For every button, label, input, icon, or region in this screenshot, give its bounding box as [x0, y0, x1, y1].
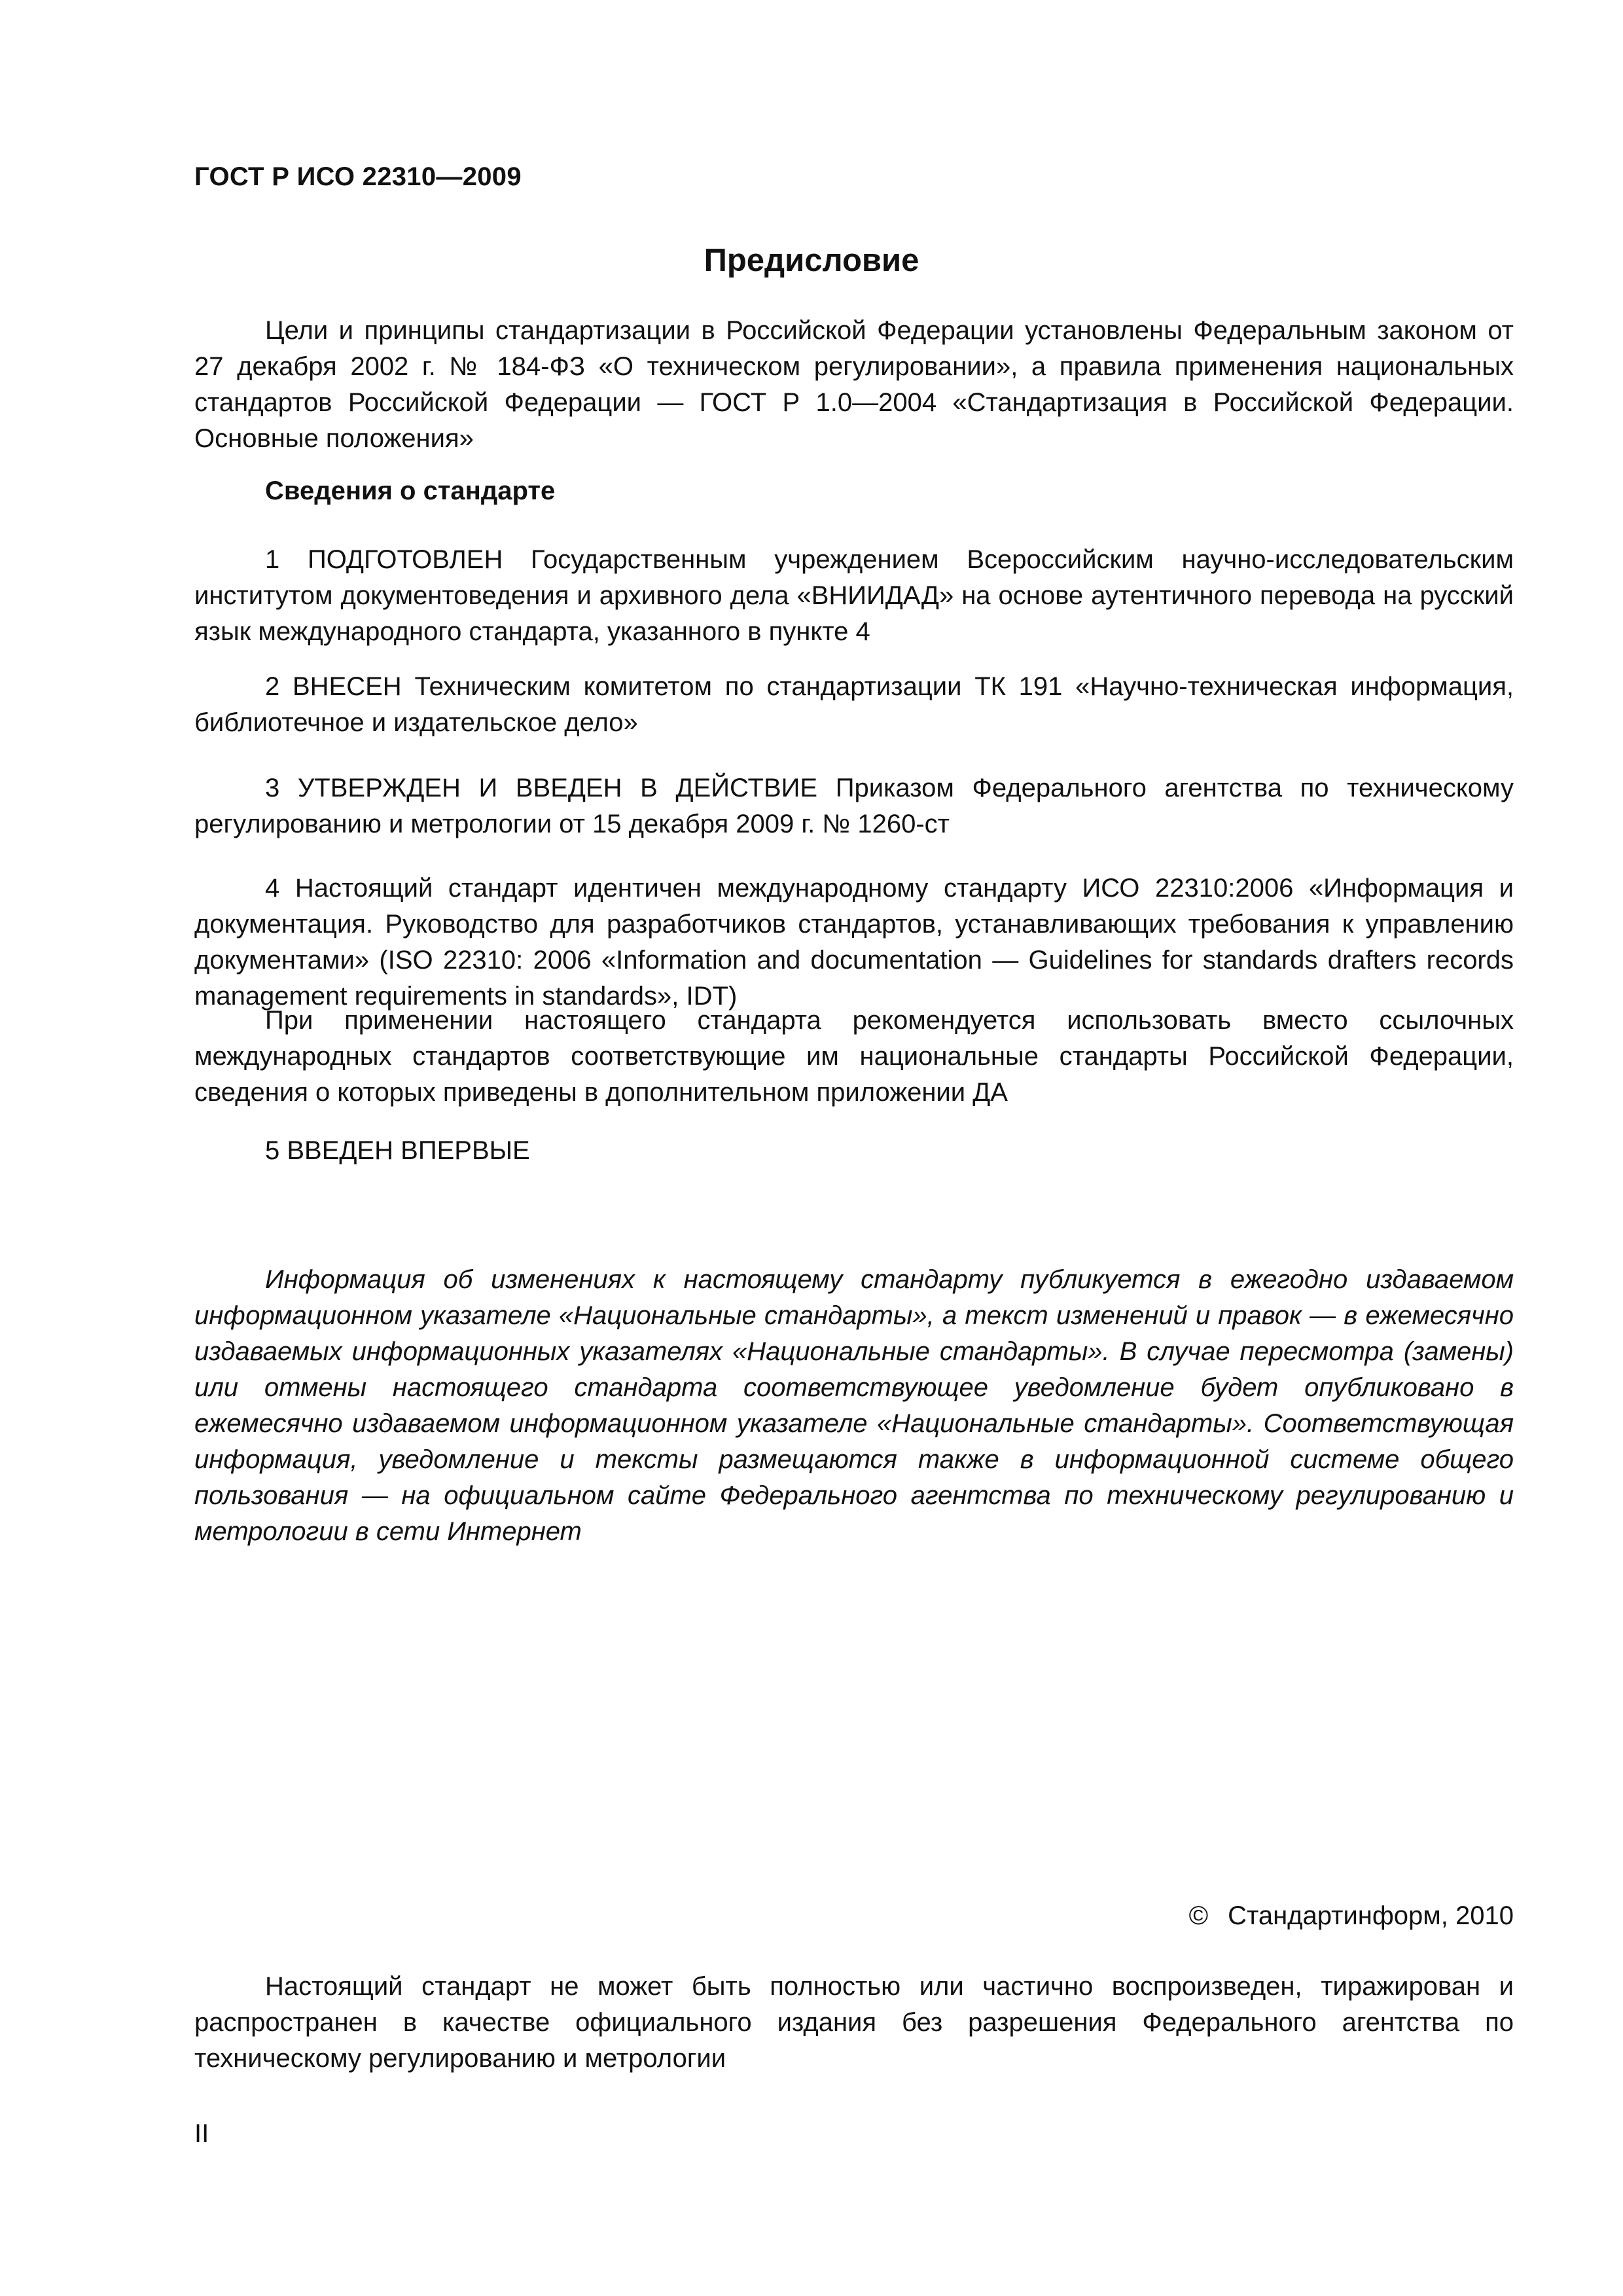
standard-code: ГОСТ Р ИСО 22310—2009 — [194, 162, 522, 191]
standard-info-item-4: 4 Настоящий стандарт идентичен международному стандарту ИСО 22310:2006 «Информация и документация. Руководство для разработчиков стандартов, устанавливающих требования к управлению документами» (ISO 22310: 2006 «Information and documentation — Guidelines for standards drafters records management requirements in standards», IDT) — [194, 874, 1514, 1011]
standard-info-item-5: 5 ВВЕДЕН ВПЕРВЫЕ — [265, 1136, 530, 1165]
copyright-text: Стандартинформ, 2010 — [1228, 1901, 1514, 1930]
standard-info-item-2: 2 ВНЕСЕН Техническим комитетом по стандартизации ТК 191 «Научно-техническая информация, библиотечное и издательское дело» — [194, 672, 1514, 737]
change-notice-paragraph: Информация об изменениях к настоящему стандарту публикуется в ежегодно издаваемом информационном указателе «Национальные стандарты», а текст изменений и правок — в ежемесячно издаваемых информационных указателях «Национальные стандарты». В случае пересмотра (замены) или отмены настоящего стандарта соответствующее уведомление будет опубликовано в ежемесячно издаваемом информационном указателе «Национальные стандарты». Соответствующая информация, уведомление и тексты размещаются также в информационной системе общего пользования — на официальном сайте Федерального агентства по техническому регулированию и метрологии в сети Интернет — [194, 1265, 1514, 1546]
standard-info-item-4-note: При применении настоящего стандарта рекомендуется использовать вместо ссылочных международных стандартов соответствующие им национальные стандарты Российской Федерации, сведения о которых приведены в дополнительном приложении ДА — [194, 1006, 1514, 1107]
standard-info-heading: Сведения о стандарте — [265, 476, 556, 505]
preface-intro-paragraph: Цели и принципы стандартизации в Российской Федерации установлены Федеральным законом от 27 декабря 2002 г. № 184-ФЗ «О техническом регулировании», а правила применения национальных стандартов Российской Федерации — ГОСТ Р 1.0—2004 «Стандартизация в Российской Федерации. Основные положения» — [194, 316, 1514, 453]
page-number: II — [194, 2119, 209, 2148]
copyright-icon: © — [1188, 1901, 1209, 1930]
standard-info-item-1: 1 ПОДГОТОВЛЕН Государственным учреждением Всероссийским научно-исследовательским институтом документоведения и архивного дела «ВНИИДАД» на основе аутентичного перевода на русский язык международного стандарта, указанного в пункте 4 — [194, 545, 1514, 646]
standard-info-item-3: 3 УТВЕРЖДЕН И ВВЕДЕН В ДЕЙСТВИЕ Приказом Федерального агентства по техническому регулированию и метрологии от 15 декабря 2009 г. № 1260-ст — [194, 774, 1514, 838]
reproduction-notice-paragraph: Настоящий стандарт не может быть полностью или частично воспроизведен, тиражирован и распространен в качестве официального издания без разрешения Федерального агентства по техническому регулированию и метрологии — [194, 1972, 1514, 2073]
copyright-line — [1189, 1898, 1514, 1934]
preface-title: Предисловие — [704, 243, 919, 278]
